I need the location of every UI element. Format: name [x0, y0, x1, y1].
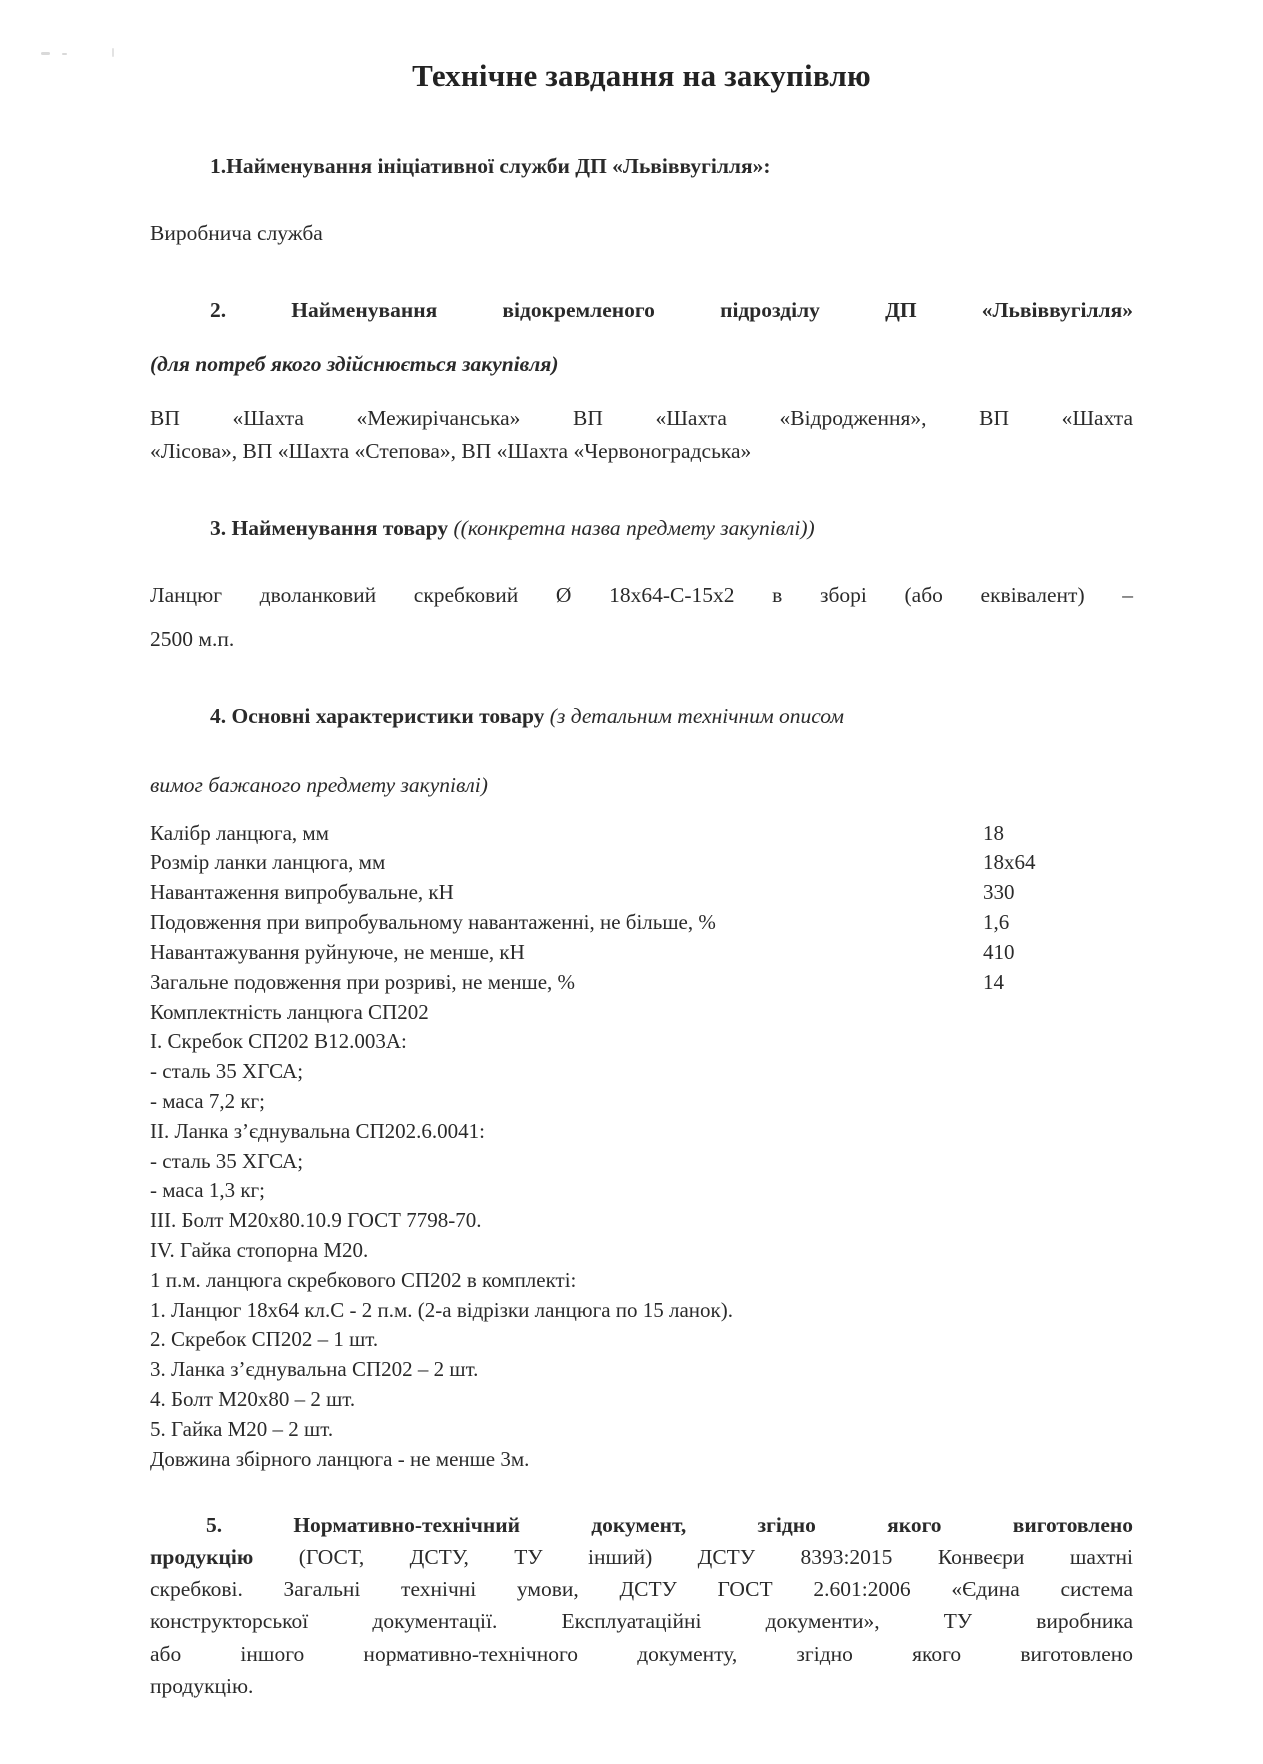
section-3-heading-italic: ((конкретна назва предмету закупівлі)) — [453, 515, 815, 540]
section-2-heading: 2. Найменування відокремленого підрозділу ДП «Львіввугілля» — [210, 298, 1133, 323]
spec-value: 1,6 — [983, 910, 1010, 935]
section-2-line-2: «Лісова», ВП «Шахта «Степова», ВП «Шахта «Червоноградська» — [150, 438, 752, 463]
section-3 — [150, 512, 1133, 656]
scan-artifact-speck — [41, 52, 50, 55]
section-3-heading-bold: 3. Найменування товару — [210, 515, 449, 540]
completeness-list — [150, 998, 1133, 1475]
list-item: 3. Ланка з’єднувальна СП202 – 2 шт. — [150, 1357, 479, 1382]
specifications-table-body — [150, 819, 1133, 998]
list-item: 4. Болт М20х80 – 2 шт. — [150, 1387, 356, 1412]
spec-value: 410 — [983, 939, 1015, 964]
list-item: ІІІ. Болт М20х80.10.9 ГОСТ 7798-70. — [150, 1208, 482, 1233]
section-5 — [150, 1509, 1133, 1703]
spacer — [150, 1475, 1133, 1509]
section-5-line-2: продукцію (ГОСТ, ДСТУ, ТУ інший) ДСТУ 8393:2015 Конвеєри шахтні — [150, 1544, 1134, 1569]
section-4-heading — [150, 700, 1133, 732]
spacer — [150, 468, 1133, 490]
spec-param: Подовження при випробувальному навантаженні, не більше, % — [150, 910, 716, 935]
table-row — [150, 878, 1133, 908]
section-3-line-1: Ланцюг дволанковий скребковий Ø 18х64-С-15х2 в зборі (або еквівалент) – — [150, 583, 1133, 608]
page-title: Технічне завдання на закупівлю — [412, 58, 871, 93]
spec-value: 14 — [983, 969, 1004, 994]
specifications-table — [150, 819, 1133, 998]
list-item: - маса 1,3 кг; — [150, 1178, 266, 1203]
table-row — [150, 819, 1133, 849]
list-item: ІІ. Ланка з’єднувальна СП202.6.0041: — [150, 1118, 485, 1143]
section-1-body: Виробнича служба — [150, 221, 323, 246]
spec-value: 18 — [983, 820, 1004, 845]
list-item: 5. Гайка М20 – 2 шт. — [150, 1416, 334, 1441]
table-row — [150, 848, 1133, 878]
section-4-heading-bold: 4. Основні характеристики товару — [210, 703, 545, 728]
section-2-line-1: ВП «Шахта «Межирічанська» ВП «Шахта «Відродження», ВП «Шахта — [150, 405, 1133, 430]
spacer — [150, 753, 1133, 769]
list-item: Комплектність ланцюга СП202 — [150, 999, 429, 1024]
spacer — [150, 203, 1133, 217]
spacer — [150, 251, 1133, 273]
spec-value: 18х64 — [983, 850, 1036, 875]
list-item: І. Скребок СП202 В12.003А: — [150, 1029, 407, 1054]
spec-value: 330 — [983, 880, 1015, 905]
section-1 — [150, 150, 1133, 251]
scan-artifact-speck — [112, 48, 114, 57]
spacer — [150, 613, 1133, 623]
section-3-heading — [150, 512, 1133, 544]
spec-param: Калібр ланцюга, мм — [150, 820, 329, 845]
list-item: 1 п.м. ланцюга скребкового СП202 в комплекті: — [150, 1267, 577, 1292]
section-5-line-3: скребкові. Загальні технічні умови, ДСТУ ГОСТ 2.601:2006 «Єдина система — [150, 1577, 1133, 1601]
table-row — [150, 938, 1133, 968]
list-item: ІV. Гайка стопорна М20. — [150, 1238, 369, 1262]
list-item: - сталь 35 ХГСА; — [150, 1148, 304, 1173]
section-2 — [150, 294, 1133, 468]
scan-artifact-speck — [62, 53, 67, 55]
spec-param: Загальне подовження при розриві, не менше, % — [150, 969, 576, 994]
section-4-heading-italic-2: вимог бажаного предмету закупівлі) — [150, 773, 488, 798]
section-5-lead: 5. Нормативно-технічний документ, згідно якого виготовлено — [206, 1512, 1133, 1537]
spec-param: Розмір ланки ланцюга, мм — [150, 850, 386, 875]
spacer — [150, 656, 1133, 678]
section-2-heading-italic: (для потреб якого здійснюється закупівля) — [150, 351, 559, 376]
table-row — [150, 968, 1133, 998]
spacer — [150, 565, 1133, 579]
section-1-heading: 1.Найменування ініціативної служби ДП «Львіввугілля»: — [210, 153, 771, 178]
list-item: - сталь 35 ХГСА; — [150, 1059, 304, 1084]
spec-param: Навантажування руйнуюче, не менше, кН — [150, 939, 525, 964]
section-5-line-6: продукцію. — [150, 1673, 254, 1698]
spacer — [150, 94, 1133, 128]
spec-param: Навантаження випробувальне, кН — [150, 880, 454, 905]
section-4 — [150, 700, 1133, 803]
list-item: - маса 7,2 кг; — [150, 1088, 266, 1113]
section-3-line-2: 2500 м.п. — [150, 626, 235, 651]
list-item: 1. Ланцюг 18х64 кл.С - 2 п.м. (2-а відрізки ланцюга по 15 ланок). — [150, 1297, 733, 1322]
list-item: 2. Скребок СП202 – 1 шт. — [150, 1327, 379, 1352]
section-5-line-4: конструкторської документації. Експлуатаційні документи», ТУ виробника — [150, 1609, 1133, 1634]
list-item: Довжина збірного ланцюга - не менше 3м. — [150, 1446, 530, 1471]
table-row — [150, 908, 1133, 938]
section-5-line-5: або іншого нормативно-технічного документу, згідно якого виготовлено — [150, 1641, 1133, 1666]
section-4-heading-italic-1: (з детальним технічним описом — [549, 703, 844, 728]
